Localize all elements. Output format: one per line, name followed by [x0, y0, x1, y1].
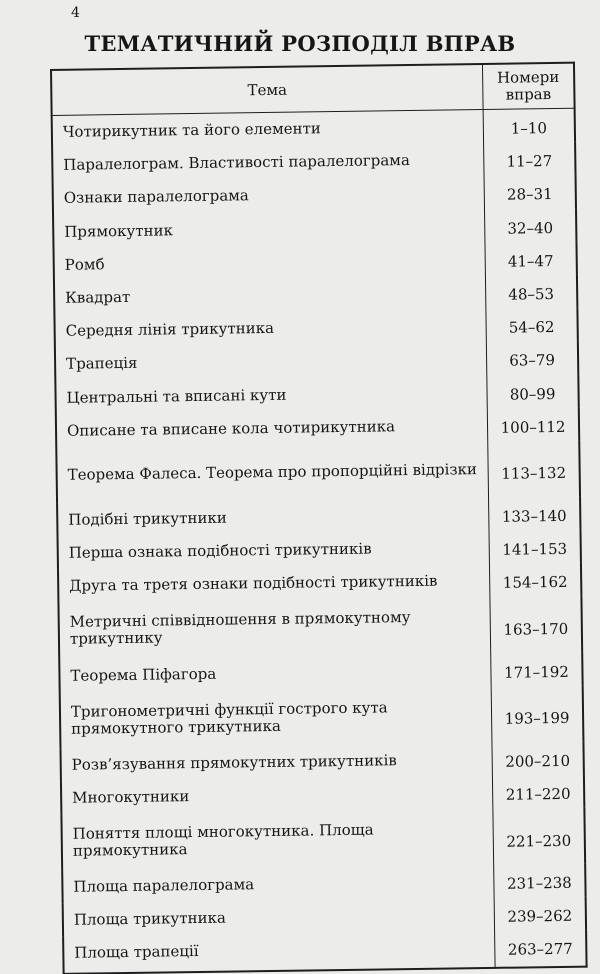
topic-cell: Тригонометричні функції гострого кута прямокутного трикутника: [60, 687, 492, 749]
exercise-range-cell: 263–277: [495, 930, 587, 967]
exercise-range-cell: 54–62: [486, 308, 578, 342]
topic-cell: Квадрат: [54, 276, 486, 315]
exercise-range-cell: 211–220: [492, 774, 584, 808]
exercise-range-cell: 100–112: [487, 407, 579, 441]
topic-cell: Паралелограм. Властивості паралелограма: [52, 143, 484, 182]
exercise-range-cell: 113–132: [488, 441, 580, 498]
page-title: ТЕМАТИЧНИЙ РОЗПОДІЛ ВПРАВ: [84, 31, 516, 56]
exercise-range-cell: 63–79: [486, 341, 578, 375]
exercise-range-cell: 32–40: [485, 208, 577, 242]
topic-cell: Площа трикутника: [63, 898, 495, 937]
topic-column-header: Тема: [51, 64, 483, 116]
exercise-range-cell: 48–53: [485, 275, 577, 309]
exercise-range-cell: 133–140: [489, 497, 581, 531]
topic-cell: Центральні та вписані кути: [55, 375, 487, 414]
topic-cell: Описане та вписане кола чотирикутника: [56, 409, 488, 448]
exercise-range-cell: 239–262: [494, 897, 586, 931]
table-row: [56, 441, 580, 504]
exercise-range-cell: 163–170: [490, 596, 582, 653]
exercise-range-cell: 171–192: [491, 652, 583, 686]
exercise-range-cell: 221–230: [493, 808, 585, 865]
topics-table: [50, 62, 588, 974]
table-row: [61, 808, 585, 871]
topic-cell: Ромб: [54, 243, 486, 282]
topic-cell: Теорема Фалеса. Теорема про пропорційні відрізки: [56, 442, 488, 504]
topic-cell: Чотирикутник та його елементи: [52, 109, 484, 149]
topic-cell: Теорема Піфагора: [59, 653, 491, 692]
topic-cell: Многокутники: [61, 776, 493, 815]
topic-cell: Прямокутник: [53, 210, 485, 249]
table-row: [63, 930, 586, 973]
exercise-range-cell: 231–238: [494, 864, 586, 898]
topic-cell: Ознаки паралелограма: [53, 176, 485, 215]
topic-cell: Середня лінія трикутника: [54, 309, 486, 348]
topic-cell: Площа паралелограма: [62, 865, 494, 904]
topic-cell: Трапеція: [55, 342, 487, 381]
exercise-range-cell: 154–162: [489, 563, 581, 597]
topic-cell: Поняття площі многокутника. Площа прямокутника: [61, 809, 493, 871]
exercise-range-cell: 141–153: [489, 530, 581, 564]
table-row: [60, 685, 584, 748]
exercise-numbers-column-header: Номери вправ: [482, 63, 574, 110]
exercise-range-cell: 80–99: [487, 374, 579, 408]
exercise-range-cell: 41–47: [485, 241, 577, 275]
topic-cell: Метричні співвідношення в прямокутному трикутнику: [58, 597, 490, 659]
exercise-range-cell: 28–31: [484, 175, 576, 209]
topic-cell: Перша ознака подібності трикутників: [58, 531, 490, 570]
topic-cell: Друга та третя ознаки подібності трикутників: [58, 564, 490, 603]
exercise-range-cell: 11–27: [484, 142, 576, 176]
topic-cell: Площа трапеції: [63, 931, 495, 973]
topic-cell: Розв’язування прямокутних трикутників: [60, 743, 492, 782]
exercise-range-cell: 193–199: [491, 685, 583, 742]
topic-cell: Подібні трикутники: [57, 498, 489, 537]
exercise-range-cell: 200–210: [492, 741, 584, 775]
table-header-row: [51, 63, 575, 116]
exercise-range-cell: 1–10: [483, 108, 575, 143]
table-row: [58, 596, 582, 659]
page-number: 4: [71, 5, 80, 21]
